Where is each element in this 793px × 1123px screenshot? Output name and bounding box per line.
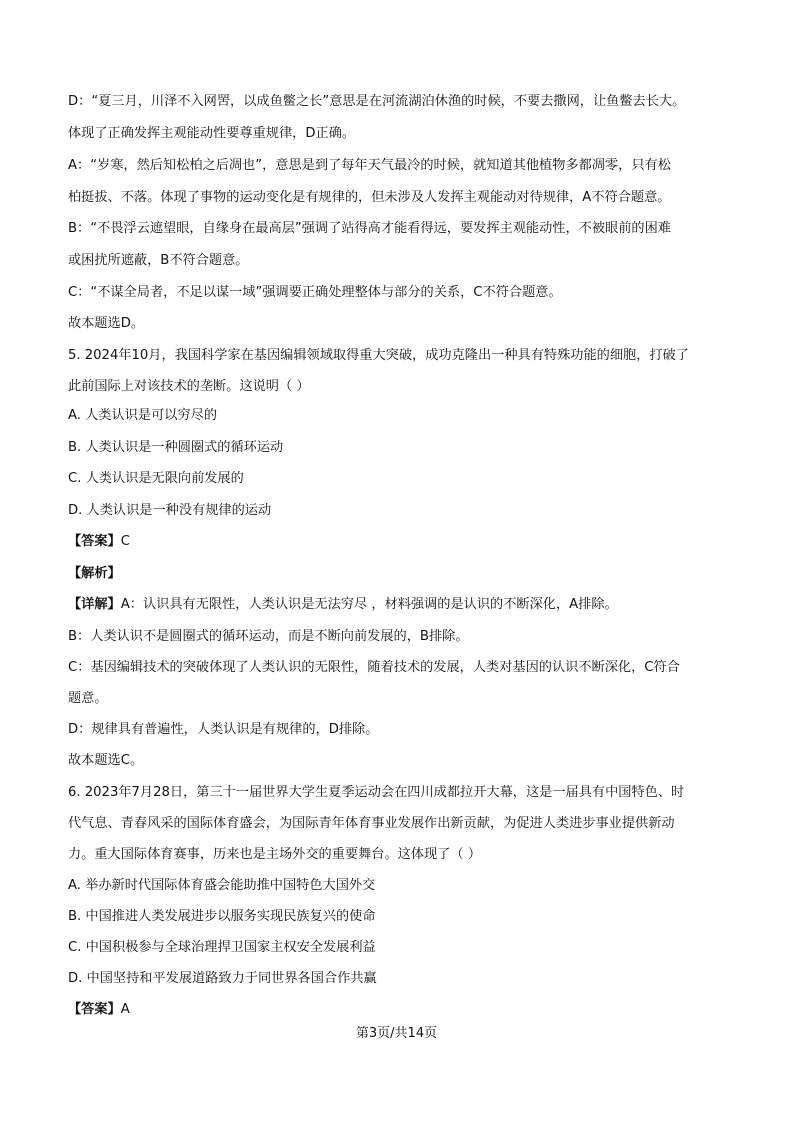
analysis-line: B：“不畏浮云遮望眼，自缘身在最高层”强调了站得高才能看得远，要发挥主观能动性，不被眼前的困难 xyxy=(68,221,671,236)
analysis-line: 或困扰所遮蔽，B不符合题意。 xyxy=(68,253,249,268)
answer-value: C xyxy=(120,534,130,549)
question-6-stem: 力。重大国际体育赛事，历来也是主场外交的重要舞台。这体现了（ ） xyxy=(68,847,482,862)
conclusion-line: 故本题选D。 xyxy=(68,316,145,331)
analysis-line: A：“岁寒，然后知松柏之后凋也”，意思是到了每年天气最冷的时候，就知道其他植物多都凋零，只有松 xyxy=(68,158,671,173)
detail-text: A：认识具有无限性，人类认识是无法穷尽 ，材料强调的是认识的不断深化，A排除。 xyxy=(120,597,618,612)
question-5-answer xyxy=(68,532,728,552)
question-6-option-b: B. 中国推进人类发展进步以服务实现民族复兴的使命 xyxy=(68,909,376,924)
question-6-answer xyxy=(68,1000,728,1020)
question-5-stem: 此前国际上对该技术的垄断。这说明（ ） xyxy=(68,379,310,394)
detail-tag: 【详解】 xyxy=(68,597,121,612)
question-5-option-d: D. 人类认识是一种没有规律的运动 xyxy=(68,503,272,518)
answer-value: A xyxy=(120,1002,130,1017)
question-5-detail: B：人类认识不是圆圈式的循环运动，而是不断向前发展的，B排除。 xyxy=(68,629,469,644)
question-5-option-b: B. 人类认识是一种圆圈式的循环运动 xyxy=(68,440,284,455)
question-5-conclusion: 故本题选C。 xyxy=(68,753,144,768)
question-6-stem: 代气息、青春风采的国际体育盛会，为国际青年体育事业发展作出新贡献，为促进人类进步事业提供新动 xyxy=(68,816,675,831)
answer-tag: 【答案】 xyxy=(68,534,121,549)
question-5-detail: D：规律具有普遍性，人类认识是有规律的，D排除。 xyxy=(68,722,379,737)
question-6-option-a: A. 举办新时代国际体育盛会能助推中国特色大国外交 xyxy=(68,878,376,893)
question-5-stem: 5. 2024年10月，我国科学家在基因编辑领域取得重大突破，成功克隆出一种具有特殊功能的细胞，打破了 xyxy=(68,348,689,363)
question-6-option-c: C. 中国积极参与全球治理捍卫国家主权安全发展利益 xyxy=(68,940,376,955)
analysis-line: D：“夏三月，川泽不入网罟，以成鱼鳖之长”意思是在河流湖泊休渔的时候，不要去撒网，让鱼鳖去长大。 xyxy=(68,94,686,109)
question-5-detail: 题意。 xyxy=(68,691,108,706)
question-5-option-a: A. 人类认识是可以穷尽的 xyxy=(68,408,218,423)
question-6-option-d: D. 中国坚持和平发展道路致力于同世界各国合作共赢 xyxy=(68,971,377,986)
question-5-analysis-heading xyxy=(68,564,728,584)
answer-tag: 【答案】 xyxy=(68,1002,121,1017)
question-5-detail xyxy=(68,595,728,615)
analysis-tag: 【解析】 xyxy=(68,566,121,581)
analysis-line: 体现了正确发挥主观能动性要尊重规律，D正确。 xyxy=(68,126,356,141)
question-5-detail: C：基因编辑技术的突破体现了人类认识的无限性，随着技术的发展，人类对基因的认识不断深化，C符合 xyxy=(68,660,680,675)
analysis-line: 柏挺拔、不落。体现了事物的运动变化是有规律的，但未涉及人发挥主观能动对待规律，A不符合题意。 xyxy=(68,190,671,205)
page-number: 第3页/共14页 xyxy=(355,1026,438,1041)
question-6-stem: 6. 2023年7月28日，第三十一届世界大学生夏季运动会在四川成都拉开大幕，这是一届具有中国特色、时 xyxy=(68,785,685,800)
question-5-option-c: C. 人类认识是无限向前发展的 xyxy=(68,471,244,486)
analysis-line: C：“不谋全局者，不足以谋一域”强调要正确处理整体与部分的关系，C不符合题意。 xyxy=(68,285,562,300)
